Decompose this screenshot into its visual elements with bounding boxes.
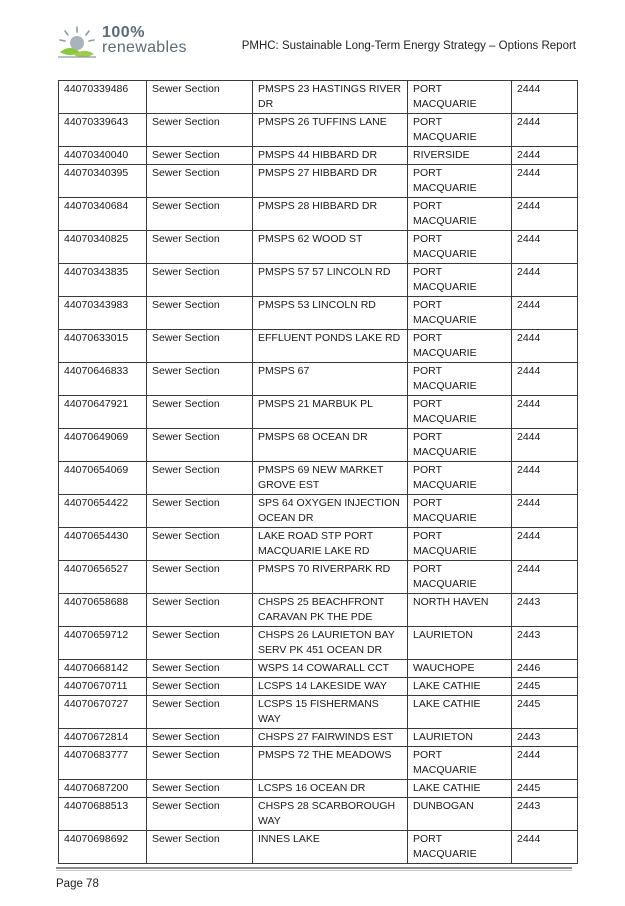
nmi-cell: 44070688513 <box>59 798 147 831</box>
nmi-cell: 44070654430 <box>59 528 147 561</box>
postcode-cell: 2443 <box>512 627 578 660</box>
section-cell: Sewer Section <box>147 780 253 798</box>
suburb-cell: LAKE CATHIE <box>408 696 512 729</box>
site-name-cell: PMSPS 27 HIBBARD DR <box>253 165 408 198</box>
section-cell: Sewer Section <box>147 696 253 729</box>
site-name-cell: CHSPS 28 SCARBOROUGH WAY <box>253 798 408 831</box>
suburb-cell: PORT MACQUARIE <box>408 264 512 297</box>
suburb-cell: PORT MACQUARIE <box>408 747 512 780</box>
table-row <box>59 831 578 864</box>
postcode-cell: 2444 <box>512 363 578 396</box>
site-name-cell: SPS 64 OXYGEN INJECTION OCEAN DR <box>253 495 408 528</box>
suburb-cell: PORT MACQUARIE <box>408 231 512 264</box>
suburb-cell: PORT MACQUARIE <box>408 528 512 561</box>
table-row <box>59 231 578 264</box>
nmi-cell: 44070683777 <box>59 747 147 780</box>
table-row <box>59 696 578 729</box>
section-cell: Sewer Section <box>147 363 253 396</box>
table-row <box>59 528 578 561</box>
section-cell: Sewer Section <box>147 528 253 561</box>
footer-rule-shadow <box>56 870 572 871</box>
section-cell: Sewer Section <box>147 831 253 864</box>
site-name-cell: EFFLUENT PONDS LAKE RD <box>253 330 408 363</box>
postcode-cell: 2445 <box>512 780 578 798</box>
nmi-cell: 44070654069 <box>59 462 147 495</box>
table-row <box>59 264 578 297</box>
table-row <box>59 660 578 678</box>
section-cell: Sewer Section <box>147 396 253 429</box>
table-body <box>59 81 578 864</box>
site-name-cell: WSPS 14 COWARALL CCT <box>253 660 408 678</box>
nmi-cell: 44070339643 <box>59 114 147 147</box>
site-name-cell: PMSPS 28 HIBBARD DR <box>253 198 408 231</box>
postcode-cell: 2444 <box>512 561 578 594</box>
postcode-cell: 2444 <box>512 81 578 114</box>
suburb-cell: RIVERSIDE <box>408 147 512 165</box>
site-name-cell: PMSPS 26 TUFFINS LANE <box>253 114 408 147</box>
postcode-cell: 2444 <box>512 429 578 462</box>
section-cell: Sewer Section <box>147 729 253 747</box>
table-row <box>59 627 578 660</box>
site-name-cell: PMSPS 68 OCEAN DR <box>253 429 408 462</box>
site-name-cell: PMSPS 21 MARBUK PL <box>253 396 408 429</box>
logo-percent-text: 100% <box>102 24 145 41</box>
table-row <box>59 81 578 114</box>
postcode-cell: 2444 <box>512 831 578 864</box>
nmi-cell: 44070649069 <box>59 429 147 462</box>
nmi-cell: 44070656527 <box>59 561 147 594</box>
table-row <box>59 729 578 747</box>
nmi-cell: 44070670727 <box>59 696 147 729</box>
suburb-cell: PORT MACQUARIE <box>408 114 512 147</box>
site-name-cell: LAKE ROAD STP PORT MACQUARIE LAKE RD <box>253 528 408 561</box>
site-name-cell: LCSPS 16 OCEAN DR <box>253 780 408 798</box>
nmi-cell: 44070670711 <box>59 678 147 696</box>
postcode-cell: 2445 <box>512 696 578 729</box>
document-title: PMHC: Sustainable Long-Term Energy Strategy – Options Report <box>241 40 576 52</box>
site-name-cell: PMSPS 62 WOOD ST <box>253 231 408 264</box>
suburb-cell: PORT MACQUARIE <box>408 165 512 198</box>
table-row <box>59 114 578 147</box>
nmi-cell: 44070343835 <box>59 264 147 297</box>
table-row <box>59 594 578 627</box>
suburb-cell: PORT MACQUARIE <box>408 495 512 528</box>
section-cell: Sewer Section <box>147 81 253 114</box>
site-name-cell: PMSPS 72 THE MEADOWS <box>253 747 408 780</box>
section-cell: Sewer Section <box>147 462 253 495</box>
table-row <box>59 495 578 528</box>
section-cell: Sewer Section <box>147 297 253 330</box>
nmi-cell: 44070343983 <box>59 297 147 330</box>
site-name-cell: PMSPS 69 NEW MARKET GROVE EST <box>253 462 408 495</box>
nmi-cell: 44070672814 <box>59 729 147 747</box>
section-cell: Sewer Section <box>147 660 253 678</box>
table-row <box>59 798 578 831</box>
table-row <box>59 330 578 363</box>
postcode-cell: 2444 <box>512 264 578 297</box>
sun-leaf-icon <box>56 26 98 60</box>
logo-wordmark-text: renewables <box>102 39 187 56</box>
postcode-cell: 2444 <box>512 495 578 528</box>
nmi-cell: 44070658688 <box>59 594 147 627</box>
postcode-cell: 2444 <box>512 297 578 330</box>
postcode-cell: 2443 <box>512 729 578 747</box>
nmi-cell: 44070633015 <box>59 330 147 363</box>
site-name-cell: CHSPS 26 LAURIETON BAY SERV PK 451 OCEAN DR <box>253 627 408 660</box>
section-cell: Sewer Section <box>147 627 253 660</box>
postcode-cell: 2444 <box>512 231 578 264</box>
site-name-cell: INNES LAKE <box>253 831 408 864</box>
suburb-cell: LAURIETON <box>408 729 512 747</box>
nmi-cell: 44070668142 <box>59 660 147 678</box>
table-row <box>59 780 578 798</box>
site-name-cell: PMSPS 57 57 LINCOLN RD <box>253 264 408 297</box>
postcode-cell: 2444 <box>512 462 578 495</box>
section-cell: Sewer Section <box>147 264 253 297</box>
postcode-cell: 2443 <box>512 798 578 831</box>
postcode-cell: 2444 <box>512 330 578 363</box>
suburb-cell: PORT MACQUARIE <box>408 297 512 330</box>
nmi-cell: 44070340395 <box>59 165 147 198</box>
postcode-cell: 2443 <box>512 594 578 627</box>
suburb-cell: PORT MACQUARIE <box>408 396 512 429</box>
site-name-cell: PMSPS 70 RIVERPARK RD <box>253 561 408 594</box>
suburb-cell: LAKE CATHIE <box>408 678 512 696</box>
footer-rule <box>56 867 572 869</box>
postcode-cell: 2446 <box>512 660 578 678</box>
site-name-cell: PMSPS 23 HASTINGS RIVER DR <box>253 81 408 114</box>
nmi-cell: 44070646833 <box>59 363 147 396</box>
suburb-cell: PORT MACQUARIE <box>408 831 512 864</box>
section-cell: Sewer Section <box>147 330 253 363</box>
postcode-cell: 2445 <box>512 678 578 696</box>
section-cell: Sewer Section <box>147 114 253 147</box>
suburb-cell: PORT MACQUARIE <box>408 462 512 495</box>
suburb-cell: PORT MACQUARIE <box>408 330 512 363</box>
site-name-cell: LCSPS 15 FISHERMANS WAY <box>253 696 408 729</box>
table-row <box>59 396 578 429</box>
nmi-cell: 44070647921 <box>59 396 147 429</box>
table-row <box>59 147 578 165</box>
page-number: Page 78 <box>56 878 99 890</box>
site-name-cell: PMSPS 67 <box>253 363 408 396</box>
site-name-cell: LCSPS 14 LAKESIDE WAY <box>253 678 408 696</box>
section-cell: Sewer Section <box>147 147 253 165</box>
table-row <box>59 747 578 780</box>
nmi-site-table <box>58 80 578 864</box>
section-cell: Sewer Section <box>147 678 253 696</box>
postcode-cell: 2444 <box>512 198 578 231</box>
postcode-cell: 2444 <box>512 165 578 198</box>
suburb-cell: PORT MACQUARIE <box>408 81 512 114</box>
nmi-cell: 44070340825 <box>59 231 147 264</box>
nmi-cell: 44070659712 <box>59 627 147 660</box>
section-cell: Sewer Section <box>147 798 253 831</box>
suburb-cell: DUNBOGAN <box>408 798 512 831</box>
postcode-cell: 2444 <box>512 396 578 429</box>
table-row <box>59 462 578 495</box>
suburb-cell: PORT MACQUARIE <box>408 429 512 462</box>
nmi-cell: 44070654422 <box>59 495 147 528</box>
section-cell: Sewer Section <box>147 231 253 264</box>
suburb-cell: PORT MACQUARIE <box>408 363 512 396</box>
table-row <box>59 561 578 594</box>
table-row <box>59 429 578 462</box>
nmi-cell: 44070339486 <box>59 81 147 114</box>
nmi-cell: 44070340040 <box>59 147 147 165</box>
table-row <box>59 165 578 198</box>
nmi-cell: 44070687200 <box>59 780 147 798</box>
table-row <box>59 198 578 231</box>
site-name-cell: PMSPS 44 HIBBARD DR <box>253 147 408 165</box>
section-cell: Sewer Section <box>147 429 253 462</box>
logo <box>56 22 196 62</box>
site-name-cell: CHSPS 25 BEACHFRONT CARAVAN PK THE PDE <box>253 594 408 627</box>
site-name-cell: CHSPS 27 FAIRWINDS EST <box>253 729 408 747</box>
postcode-cell: 2444 <box>512 114 578 147</box>
table-row <box>59 297 578 330</box>
section-cell: Sewer Section <box>147 495 253 528</box>
section-cell: Sewer Section <box>147 165 253 198</box>
table-row <box>59 678 578 696</box>
suburb-cell: PORT MACQUARIE <box>408 198 512 231</box>
suburb-cell: WAUCHOPE <box>408 660 512 678</box>
postcode-cell: 2444 <box>512 747 578 780</box>
section-cell: Sewer Section <box>147 747 253 780</box>
suburb-cell: NORTH HAVEN <box>408 594 512 627</box>
site-name-cell: PMSPS 53 LINCOLN RD <box>253 297 408 330</box>
postcode-cell: 2444 <box>512 528 578 561</box>
page-header <box>56 22 576 62</box>
nmi-cell: 44070698692 <box>59 831 147 864</box>
nmi-cell: 44070340684 <box>59 198 147 231</box>
section-cell: Sewer Section <box>147 198 253 231</box>
suburb-cell: LAURIETON <box>408 627 512 660</box>
section-cell: Sewer Section <box>147 594 253 627</box>
postcode-cell: 2444 <box>512 147 578 165</box>
suburb-cell: PORT MACQUARIE <box>408 561 512 594</box>
section-cell: Sewer Section <box>147 561 253 594</box>
table-row <box>59 363 578 396</box>
suburb-cell: LAKE CATHIE <box>408 780 512 798</box>
